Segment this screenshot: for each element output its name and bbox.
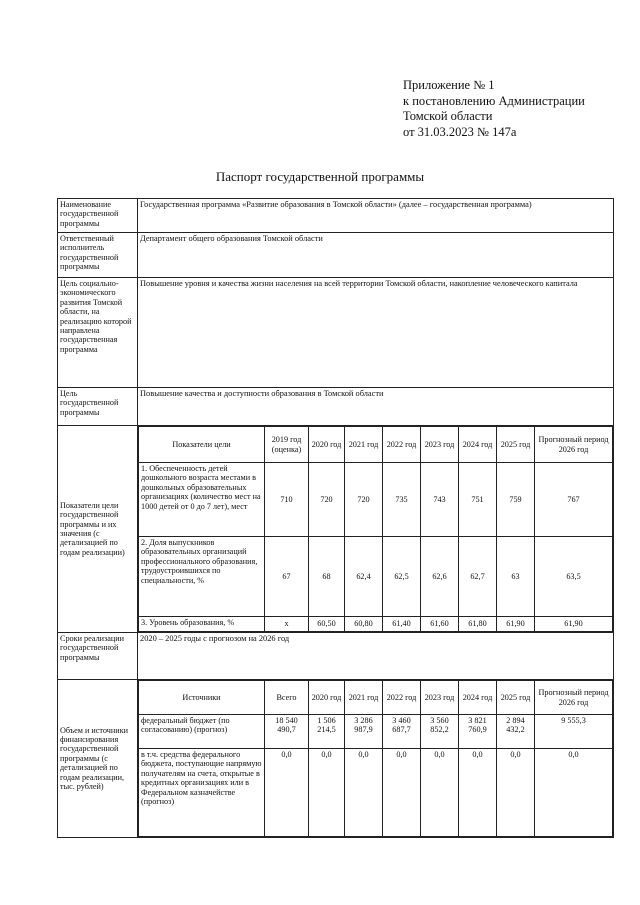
table-cell: 63,5 — [535, 537, 613, 617]
row-label: Цель социально-экономического развития Томской области, на реализацию которой направлена государственная программа — [58, 278, 138, 388]
indicator-name: 3. Уровень образования, % — [139, 617, 265, 632]
column-header: 2022 год — [383, 427, 421, 463]
indicator-name: 1. Обеспеченность детей дошкольного возраста местами в дошкольных образовательных организациях (количество мест на 1000 детей от 0 до 7 лет), мест — [139, 463, 265, 537]
table-cell: 61,60 — [421, 617, 459, 632]
table-cell: 0,0 — [421, 749, 459, 837]
table-row — [139, 749, 613, 837]
table-cell: 751 — [459, 463, 497, 537]
passport-row-executor — [58, 233, 614, 278]
appendix-line: Томской области — [403, 109, 493, 123]
column-header: 2024 год — [459, 681, 497, 715]
table-cell: 3 460 687,7 — [383, 715, 421, 749]
table-cell: 0,0 — [535, 749, 613, 837]
row-value: Департамент общего образования Томской области — [138, 233, 614, 278]
financing-header — [139, 681, 613, 715]
table-cell: 62,6 — [421, 537, 459, 617]
passport-row-financing — [58, 680, 614, 838]
table-row — [139, 715, 613, 749]
column-header: Всего — [265, 681, 309, 715]
column-header: 2023 год — [421, 427, 459, 463]
table-cell: х — [265, 617, 309, 632]
column-header: 2024 год — [459, 427, 497, 463]
table-cell: 0,0 — [497, 749, 535, 837]
table-row — [139, 537, 613, 617]
column-header: 2021 год — [345, 427, 383, 463]
table-cell: 743 — [421, 463, 459, 537]
table-cell: 3 286 987,9 — [345, 715, 383, 749]
indicators-header — [139, 427, 613, 463]
appendix-line: к постановлению Администрации — [403, 93, 585, 108]
source-name: в т.ч. средства федерального бюджета, поступающие напрямую получателям на счета, открытые в кредитных организациях или в Федеральном казначействе (прогноз) — [139, 749, 265, 837]
passport-row-socio-goal — [58, 278, 614, 388]
table-cell: 720 — [345, 463, 383, 537]
row-value: 2020 – 2025 годы с прогнозом на 2026 год — [138, 633, 614, 680]
column-header: 2019 год (оценка) — [265, 427, 309, 463]
indicator-name: 2. Доля выпускников образовательных организаций профессионального образования, трудоустроившихся по специальности, % — [139, 537, 265, 617]
table-cell: 61,40 — [383, 617, 421, 632]
column-header: Показатели цели — [139, 427, 265, 463]
table-cell: 18 540 490,7 — [265, 715, 309, 749]
table-cell: 60,50 — [309, 617, 345, 632]
table-cell: 61,90 — [497, 617, 535, 632]
row-value: Повышение уровня и качества жизни населения на всей территории Томской области, накопление человеческого капитала — [138, 278, 614, 388]
table-cell: 63 — [497, 537, 535, 617]
table-cell: 2 894 432,2 — [497, 715, 535, 749]
table-cell: 62,7 — [459, 537, 497, 617]
page-title: Паспорт государственной программы — [215, 169, 425, 184]
column-header: 2025 год — [497, 427, 535, 463]
table-row — [139, 617, 613, 632]
table-cell: 0,0 — [459, 749, 497, 837]
passport-row-name — [58, 199, 614, 233]
table-cell: 720 — [309, 463, 345, 537]
table-cell: 61,80 — [459, 617, 497, 632]
column-header: 2023 год — [421, 681, 459, 715]
table-cell: 0,0 — [309, 749, 345, 837]
column-header: Прогнозный период 2026 год — [535, 427, 613, 463]
row-label: Объем и источники финансирования государственной программы (с детализацией по годам реализации, тыс. рублей) — [58, 680, 138, 838]
table-cell: 61,90 — [535, 617, 613, 632]
table-cell: 62,4 — [345, 537, 383, 617]
table-cell: 1 506 214,5 — [309, 715, 345, 749]
passport-row-program-goal — [58, 388, 614, 426]
row-label: Показатели цели государственной программы и их значения (с детализацией по годам реализации) — [58, 426, 138, 633]
row-label: Цель государственной программы — [58, 388, 138, 426]
table-cell: 9 555,3 — [535, 715, 613, 749]
column-header: 2021 год — [345, 681, 383, 715]
passport-table — [57, 198, 614, 838]
table-cell: 767 — [535, 463, 613, 537]
table-cell: 60,80 — [345, 617, 383, 632]
column-header: 2022 год — [383, 681, 421, 715]
table-cell: 759 — [497, 463, 535, 537]
source-name: федеральный бюджет (по согласованию) (прогноз) — [139, 715, 265, 749]
column-header: Источники — [139, 681, 265, 715]
financing-table — [138, 680, 613, 837]
table-cell: 3 821 760,9 — [459, 715, 497, 749]
appendix-line: от 31.03.2023 № 147а — [403, 124, 517, 139]
table-row — [139, 463, 613, 537]
passport-row-terms — [58, 633, 614, 680]
row-label: Ответственный исполнитель государственной программы — [58, 233, 138, 278]
indicators-table — [138, 426, 613, 632]
column-header: 2025 год — [497, 681, 535, 715]
table-cell: 0,0 — [383, 749, 421, 837]
column-header: 2020 год — [309, 427, 345, 463]
row-value: Государственная программа «Развитие образования в Томской области» (далее – государственная программа) — [138, 199, 614, 233]
table-cell: 710 — [265, 463, 309, 537]
table-cell: 67 — [265, 537, 309, 617]
row-label: Наименование государственной программы — [58, 199, 138, 233]
table-cell: 68 — [309, 537, 345, 617]
column-header: Прогнозный период 2026 год — [535, 681, 613, 715]
passport-row-indicators — [58, 426, 614, 633]
appendix-line: Приложение № 1 — [403, 78, 495, 92]
table-cell: 0,0 — [265, 749, 309, 837]
row-label: Сроки реализации государственной программы — [58, 633, 138, 680]
table-cell: 62,5 — [383, 537, 421, 617]
table-cell: 735 — [383, 463, 421, 537]
column-header: 2020 год — [309, 681, 345, 715]
row-value: Повышение качества и доступности образования в Томской области — [138, 388, 614, 426]
table-cell: 3 560 852,2 — [421, 715, 459, 749]
table-cell: 0,0 — [345, 749, 383, 837]
appendix-block — [403, 78, 585, 140]
